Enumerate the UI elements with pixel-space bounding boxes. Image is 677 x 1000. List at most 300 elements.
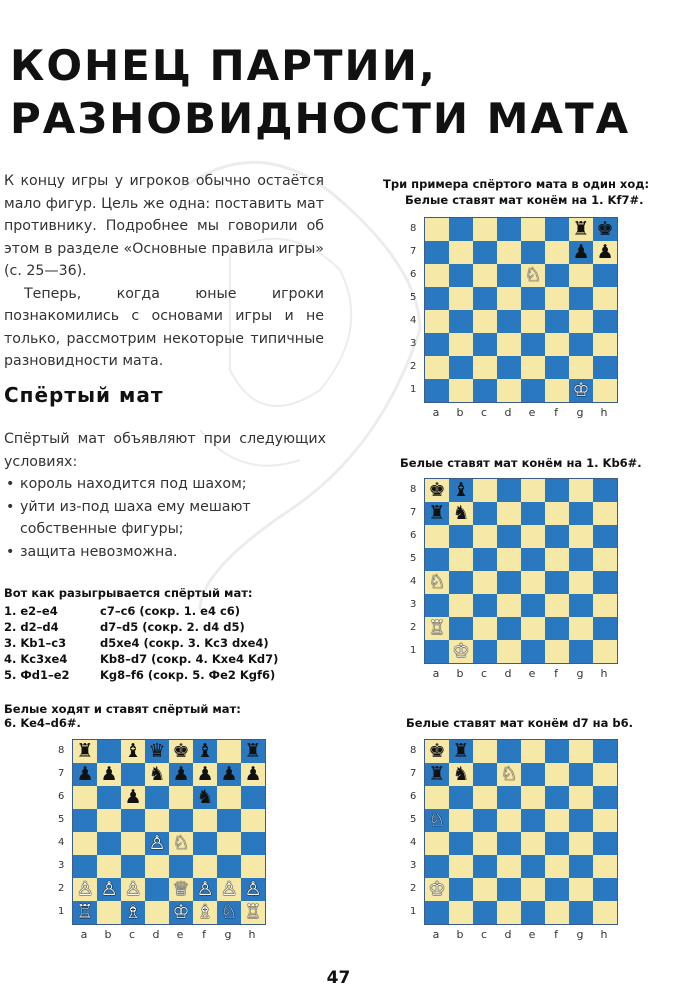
board-square: [449, 525, 473, 548]
board-square: [449, 640, 473, 663]
rank-label: 3: [410, 338, 417, 349]
board-square: [593, 640, 617, 663]
chessboard-example-1: [410, 217, 618, 419]
white-king-icon: ♔: [428, 878, 446, 900]
board-square: [521, 479, 545, 502]
black-pawn-icon: ♟: [100, 763, 118, 785]
rank-label: 4: [410, 576, 417, 587]
board-square: [193, 740, 217, 763]
black-move: d5xe4 (сокр. 3. Kc3 dxe4): [100, 636, 269, 650]
rank-label: 4: [410, 837, 417, 848]
board-grid: [424, 217, 618, 403]
white-knight-icon: ♘: [428, 571, 446, 593]
examples-header: Три примера спёртого мата в один ход:: [383, 177, 650, 191]
board-square: [425, 379, 449, 402]
board-square: [217, 809, 241, 832]
board-grid: [424, 478, 618, 664]
file-label: h: [600, 667, 608, 680]
rank-label: 4: [58, 837, 65, 848]
rank-label: 2: [410, 361, 417, 372]
board-square: [193, 901, 217, 924]
board-square: [521, 640, 545, 663]
board-square: [73, 763, 97, 786]
move-row: [4, 668, 278, 684]
white-pawn-icon: ♙: [244, 878, 262, 900]
board-square: [449, 218, 473, 241]
board-square: [521, 241, 545, 264]
board-square: [241, 763, 265, 786]
board-square: [497, 809, 521, 832]
board-square: [425, 356, 449, 379]
board-square: [497, 548, 521, 571]
black-rook-icon: ♜: [572, 218, 590, 240]
board-square: [473, 379, 497, 402]
file-label: g: [576, 928, 584, 941]
black-king-icon: ♚: [172, 740, 190, 762]
board-square: [521, 832, 545, 855]
board-square: [497, 594, 521, 617]
black-move: Kb8–d7 (сокр. 4. Kxe4 Kd7): [100, 652, 279, 666]
black-rook-icon: ♜: [244, 740, 262, 762]
file-label: b: [456, 667, 464, 680]
board-square: [569, 740, 593, 763]
board-square: [145, 740, 169, 763]
board-square: [425, 333, 449, 356]
board-square: [593, 832, 617, 855]
file-label: d: [504, 928, 512, 941]
board-square: [521, 356, 545, 379]
file-label: a: [432, 928, 440, 941]
board-square: [521, 218, 545, 241]
board-square: [545, 617, 569, 640]
board-square: [545, 525, 569, 548]
board-square: [569, 379, 593, 402]
board-square: [473, 832, 497, 855]
board-square: [521, 379, 545, 402]
moves-intro: Вот как разыгрывается спёртый мат:: [4, 586, 253, 600]
board-square: [169, 855, 193, 878]
board-square: [497, 740, 521, 763]
board-square: [425, 310, 449, 333]
board-square: [473, 264, 497, 287]
board-square: [593, 525, 617, 548]
board-square: [425, 809, 449, 832]
board-square: [73, 878, 97, 901]
board-square: [449, 548, 473, 571]
board-square: [449, 809, 473, 832]
black-bishop-icon: ♝: [124, 740, 142, 762]
board-square: [449, 356, 473, 379]
board-square: [473, 502, 497, 525]
board-square: [473, 617, 497, 640]
white-move: 1. e2–e4: [4, 604, 58, 618]
rank-label: 1: [410, 906, 417, 917]
board-square: [217, 901, 241, 924]
file-label: c: [128, 928, 136, 941]
rank-label: 4: [410, 315, 417, 326]
file-label: d: [504, 667, 512, 680]
board-square: [593, 809, 617, 832]
board-square: [569, 241, 593, 264]
board-square: [425, 878, 449, 901]
board2-caption: Белые ставят мат конём на 1. Kb6#.: [400, 456, 642, 470]
board-square: [497, 479, 521, 502]
black-knight-icon: ♞: [452, 502, 470, 524]
board-square: [545, 740, 569, 763]
rank-labels: [410, 217, 424, 403]
board-square: [473, 855, 497, 878]
rank-label: 6: [410, 530, 417, 541]
white-knight-icon: ♘: [172, 832, 190, 854]
board-square: [73, 855, 97, 878]
board-square: [145, 786, 169, 809]
final-move-caption-line-2: 6. Ke4–d6#.: [4, 716, 81, 730]
board-square: [73, 786, 97, 809]
board-square: [521, 878, 545, 901]
page-title-line-1: КОНЕЦ ПАРТИИ,: [10, 41, 437, 90]
board-square: [121, 832, 145, 855]
file-label: h: [600, 406, 608, 419]
board-square: [569, 832, 593, 855]
file-label: g: [576, 406, 584, 419]
board-square: [593, 901, 617, 924]
board-square: [521, 571, 545, 594]
board-square: [193, 809, 217, 832]
board-square: [449, 878, 473, 901]
board-square: [473, 571, 497, 594]
board-square: [521, 264, 545, 287]
board-square: [545, 241, 569, 264]
board-square: [449, 763, 473, 786]
board-square: [145, 901, 169, 924]
black-king-icon: ♚: [428, 479, 446, 501]
file-label: b: [104, 928, 112, 941]
rank-labels: [410, 739, 424, 925]
board-square: [521, 740, 545, 763]
board-square: [97, 763, 121, 786]
white-queen-icon: ♕: [172, 878, 190, 900]
board-square: [449, 594, 473, 617]
black-knight-icon: ♞: [196, 786, 214, 808]
board-square: [97, 832, 121, 855]
board-square: [497, 502, 521, 525]
condition-item: • защита невозможна.: [4, 541, 326, 564]
white-move: 2. d2–d4: [4, 620, 59, 634]
board-square: [497, 241, 521, 264]
move-row: [4, 636, 278, 652]
white-pawn-icon: ♙: [196, 878, 214, 900]
board-square: [425, 901, 449, 924]
board-square: [521, 310, 545, 333]
board-square: [545, 832, 569, 855]
board-square: [473, 548, 497, 571]
white-knight-icon: ♘: [428, 809, 446, 831]
board-square: [145, 832, 169, 855]
board1-caption: Белые ставят мат конём на 1. Kf7#.: [405, 193, 644, 207]
board-square: [569, 640, 593, 663]
board-square: [473, 901, 497, 924]
board-square: [241, 740, 265, 763]
board-square: [425, 218, 449, 241]
chessboard-example-2: [410, 478, 618, 680]
board-square: [593, 287, 617, 310]
board-square: [593, 855, 617, 878]
board-square: [449, 333, 473, 356]
board-square: [121, 855, 145, 878]
board-square: [569, 287, 593, 310]
board-square: [473, 763, 497, 786]
board-square: [497, 310, 521, 333]
white-knight-icon: ♘: [524, 264, 542, 286]
board-square: [169, 786, 193, 809]
file-label: f: [554, 667, 558, 680]
white-king-icon: ♔: [572, 379, 590, 401]
file-label: e: [176, 928, 184, 941]
final-move-caption-line-1: Белые ходят и ставят спёртый мат:: [4, 702, 241, 716]
board-square: [241, 878, 265, 901]
section-lead: Спёртый мат объявляют при следующих условиях:: [4, 431, 326, 470]
board-square: [569, 878, 593, 901]
intro-text: [4, 170, 324, 373]
rank-label: 5: [410, 292, 417, 303]
board-square: [145, 855, 169, 878]
chessboard-example-3: [410, 739, 618, 941]
board-square: [569, 901, 593, 924]
rank-label: 7: [410, 246, 417, 257]
rank-label: 2: [58, 883, 65, 894]
board3-caption: Белые ставят мат конём d7 на b6.: [406, 716, 633, 730]
black-rook-icon: ♜: [428, 763, 446, 785]
board-square: [545, 763, 569, 786]
white-rook-icon: ♖: [76, 901, 94, 923]
white-rook-icon: ♖: [428, 617, 446, 639]
rank-label: 6: [58, 791, 65, 802]
board-square: [593, 502, 617, 525]
board-square: [473, 640, 497, 663]
file-label: c: [480, 667, 488, 680]
file-label: e: [528, 667, 536, 680]
board-square: [593, 786, 617, 809]
section-body: [4, 428, 326, 563]
move-row: [4, 620, 278, 636]
board-square: [425, 287, 449, 310]
page-title-line-2: РАЗНОВИДНОСТИ МАТА: [10, 94, 631, 143]
board-square: [521, 855, 545, 878]
board-square: [217, 832, 241, 855]
file-labels: [424, 925, 618, 941]
board-square: [593, 379, 617, 402]
rank-label: 3: [410, 860, 417, 871]
board-square: [569, 502, 593, 525]
board-square: [521, 809, 545, 832]
board-square: [593, 264, 617, 287]
board-square: [425, 740, 449, 763]
black-knight-icon: ♞: [452, 763, 470, 785]
board-square: [473, 479, 497, 502]
file-label: c: [480, 928, 488, 941]
board-square: [569, 809, 593, 832]
chessboard-opening-position: [58, 739, 266, 941]
board-square: [497, 571, 521, 594]
board-square: [217, 786, 241, 809]
board-square: [521, 525, 545, 548]
board-square: [545, 502, 569, 525]
moves-table: [4, 604, 278, 684]
rank-label: 8: [58, 745, 65, 756]
board-square: [449, 740, 473, 763]
black-move: c7–c6 (сокр. 1. e4 c6): [100, 604, 241, 618]
board-square: [449, 832, 473, 855]
board-square: [497, 525, 521, 548]
black-pawn-icon: ♟: [76, 763, 94, 785]
board-square: [473, 878, 497, 901]
white-pawn-icon: ♙: [124, 878, 142, 900]
board-square: [169, 878, 193, 901]
board-square: [145, 763, 169, 786]
intro-paragraph-1: К концу игры у игроков обычно остаётся мало фигур. Цель же одна: поставить мат противнику. Подробнее мы говорили об этом в разделе «Основные правила игры» (с. 25—36).: [4, 173, 324, 279]
board-square: [425, 548, 449, 571]
rank-label: 5: [410, 814, 417, 825]
board-square: [217, 740, 241, 763]
board-square: [193, 763, 217, 786]
board-square: [593, 548, 617, 571]
board-square: [521, 333, 545, 356]
board-square: [545, 640, 569, 663]
black-pawn-icon: ♟: [572, 241, 590, 263]
black-pawn-icon: ♟: [596, 241, 614, 263]
rank-label: 6: [410, 269, 417, 280]
black-pawn-icon: ♟: [244, 763, 262, 785]
board-square: [569, 594, 593, 617]
board-square: [545, 356, 569, 379]
rank-label: 8: [410, 745, 417, 756]
white-pawn-icon: ♙: [148, 832, 166, 854]
board-square: [425, 640, 449, 663]
board-square: [497, 855, 521, 878]
board-square: [569, 333, 593, 356]
file-label: b: [456, 406, 464, 419]
black-move: d7–d5 (сокр. 2. d4 d5): [100, 620, 245, 634]
board-square: [497, 287, 521, 310]
board-square: [425, 571, 449, 594]
board-square: [449, 479, 473, 502]
board-square: [545, 264, 569, 287]
board-square: [569, 763, 593, 786]
board-square: [545, 571, 569, 594]
board-square: [241, 855, 265, 878]
board-square: [593, 356, 617, 379]
file-label: a: [432, 406, 440, 419]
board-square: [145, 809, 169, 832]
white-bishop-icon: ♗: [196, 901, 214, 923]
board-square: [169, 901, 193, 924]
rank-label: 8: [410, 484, 417, 495]
board-square: [449, 571, 473, 594]
rank-label: 1: [410, 384, 417, 395]
board-square: [97, 786, 121, 809]
black-pawn-icon: ♟: [172, 763, 190, 785]
board-square: [569, 571, 593, 594]
file-label: e: [528, 406, 536, 419]
board-square: [545, 901, 569, 924]
section-heading: Спёртый мат: [4, 383, 164, 407]
board-square: [169, 832, 193, 855]
file-label: f: [202, 928, 206, 941]
move-row: [4, 604, 278, 620]
board-square: [425, 832, 449, 855]
move-row: [4, 652, 278, 668]
rank-label: 3: [410, 599, 417, 610]
rank-labels: [410, 478, 424, 664]
board-square: [497, 832, 521, 855]
file-labels: [72, 925, 266, 941]
white-king-icon: ♔: [172, 901, 190, 923]
file-label: b: [456, 928, 464, 941]
rank-label: 8: [410, 223, 417, 234]
board-square: [521, 287, 545, 310]
black-rook-icon: ♜: [428, 502, 446, 524]
white-king-icon: ♔: [452, 640, 470, 662]
rank-label: 2: [410, 883, 417, 894]
board-square: [449, 287, 473, 310]
board-square: [449, 502, 473, 525]
board-square: [241, 809, 265, 832]
board-square: [593, 763, 617, 786]
board-square: [545, 548, 569, 571]
board-square: [449, 241, 473, 264]
board-square: [497, 901, 521, 924]
board-square: [473, 740, 497, 763]
board-square: [473, 594, 497, 617]
board-square: [241, 786, 265, 809]
rank-label: 7: [410, 768, 417, 779]
board-square: [121, 809, 145, 832]
board-square: [545, 218, 569, 241]
board-square: [449, 310, 473, 333]
board-square: [449, 379, 473, 402]
board-square: [193, 832, 217, 855]
board-square: [473, 525, 497, 548]
board-grid: [424, 739, 618, 925]
board-square: [497, 379, 521, 402]
rank-label: 7: [410, 507, 417, 518]
board-square: [497, 878, 521, 901]
file-label: e: [528, 928, 536, 941]
board-square: [497, 617, 521, 640]
intro-paragraph-2: Теперь, когда юные игроки познакомились с основами игры и не только, рассмотрим некоторые типичные разновидности мата.: [4, 285, 324, 369]
rank-label: 1: [58, 906, 65, 917]
board-square: [473, 310, 497, 333]
board-square: [593, 571, 617, 594]
white-move: 3. Kb1–c3: [4, 636, 67, 650]
file-label: f: [554, 406, 558, 419]
board-square: [97, 740, 121, 763]
board-square: [569, 479, 593, 502]
board-square: [449, 617, 473, 640]
board-square: [425, 763, 449, 786]
board-square: [545, 855, 569, 878]
board-square: [97, 878, 121, 901]
condition-item: • король находится под шахом;: [4, 473, 326, 496]
board-square: [449, 264, 473, 287]
board-square: [97, 809, 121, 832]
board-square: [193, 786, 217, 809]
board-square: [425, 855, 449, 878]
board-square: [545, 786, 569, 809]
file-label: d: [504, 406, 512, 419]
conditions-list: [4, 473, 326, 563]
board-square: [121, 740, 145, 763]
